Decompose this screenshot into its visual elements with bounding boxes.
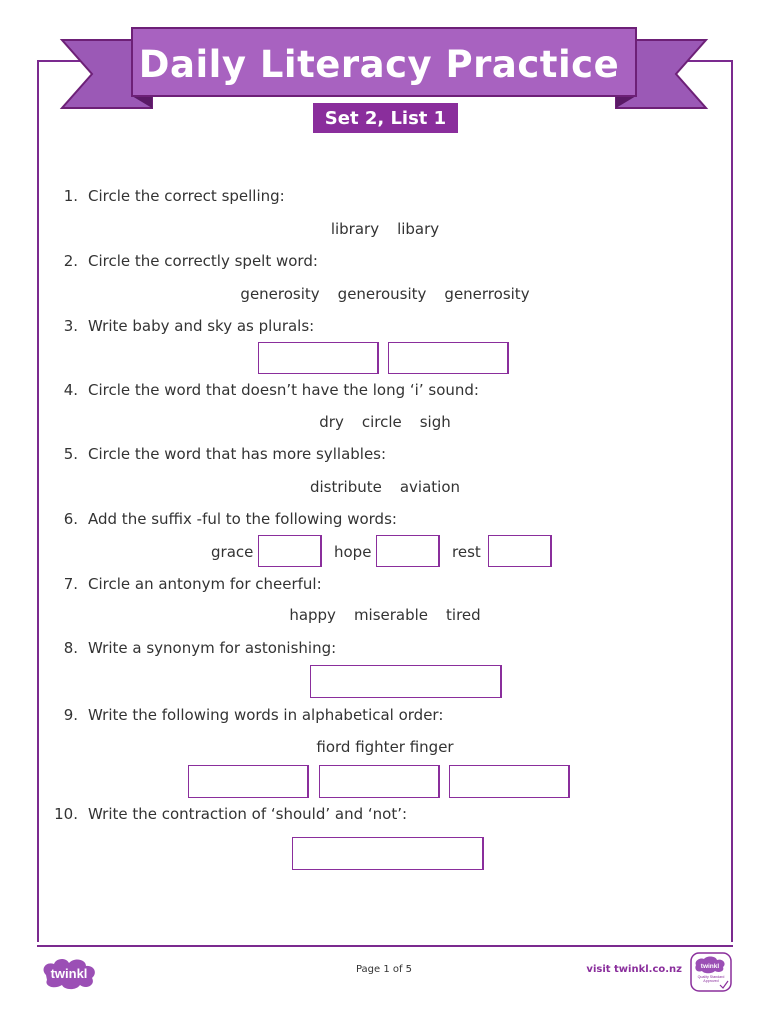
question-number: 9. <box>63 706 78 724</box>
question-3 <box>50 316 314 336</box>
question-text: Write a synonym for astonishing: <box>88 639 337 657</box>
option-word[interactable]: aviation <box>399 478 461 496</box>
quality-badge-icon <box>690 952 732 992</box>
answer-box[interactable] <box>488 535 552 567</box>
option-word[interactable]: sigh <box>419 413 451 431</box>
twinkl-logo-text: twinkl <box>50 966 88 981</box>
visit-link[interactable]: visit twinkl.co.nz <box>586 964 682 975</box>
answer-box[interactable] <box>188 765 309 798</box>
answer-box[interactable] <box>310 665 502 698</box>
question-number: 2. <box>63 252 78 270</box>
question-number: 6. <box>63 510 78 528</box>
question-text: Circle the word that doesn’t have the long ‘i’ sound: <box>88 381 479 399</box>
question-4 <box>50 380 479 400</box>
question-5-options <box>40 477 730 497</box>
twinkl-logo-icon[interactable] <box>38 955 100 991</box>
answer-box[interactable] <box>449 765 570 798</box>
option-word[interactable]: library <box>330 220 380 238</box>
option-word[interactable]: circle <box>361 413 402 431</box>
question-4-options <box>40 412 730 432</box>
option-word[interactable]: miserable <box>353 606 429 624</box>
question-10 <box>50 804 407 824</box>
question-9-word-list <box>40 737 730 757</box>
option-word[interactable]: generousity <box>337 285 427 303</box>
question-text: Circle the word that has more syllables: <box>88 445 387 463</box>
badge-brand: twinkl <box>700 963 720 970</box>
page-number: Page 1 of 5 <box>355 964 413 975</box>
page-title: Daily Literacy Practice <box>138 42 620 86</box>
question-5 <box>50 444 386 464</box>
option-word[interactable]: tired <box>446 606 481 624</box>
question-7-options <box>40 605 730 625</box>
question-text: Write the following words in alphabetical order: <box>88 706 444 724</box>
option-word[interactable]: libary <box>397 220 440 238</box>
question-number: 5. <box>63 445 78 463</box>
question-text: Circle the correct spelling: <box>88 187 285 205</box>
answer-box[interactable] <box>319 765 440 798</box>
answer-box[interactable] <box>376 535 440 567</box>
answer-box[interactable] <box>292 837 484 870</box>
question-number: 4. <box>63 381 78 399</box>
option-word[interactable]: happy <box>289 606 336 624</box>
word-list: fiord fighter finger <box>316 738 454 756</box>
option-word[interactable]: distribute <box>309 478 382 496</box>
option-word[interactable]: generosity <box>240 285 320 303</box>
option-word[interactable]: generrosity <box>444 285 530 303</box>
question-1 <box>50 186 285 206</box>
question-text: Circle the correctly spelt word: <box>88 252 318 270</box>
question-9 <box>50 705 443 725</box>
option-word[interactable]: dry <box>319 413 344 431</box>
question-7 <box>50 574 322 594</box>
question-number: 10. <box>54 805 78 823</box>
question-6 <box>50 509 397 529</box>
question-number: 8. <box>63 639 78 657</box>
question-8 <box>50 638 336 658</box>
question-text: Write the contraction of ‘should’ and ‘not’: <box>88 805 408 823</box>
suffix-word: hope <box>334 543 372 561</box>
question-text: Write baby and sky as plurals: <box>88 317 315 335</box>
suffix-word: grace <box>211 543 254 561</box>
question-text: Circle an antonym for cheerful: <box>88 575 322 593</box>
footer-divider <box>37 945 733 947</box>
question-2-options <box>40 284 730 304</box>
question-number: 1. <box>63 187 78 205</box>
badge-text: Quality Standard Approved <box>697 975 725 984</box>
page-subtitle: Set 2, List 1 <box>313 103 458 133</box>
question-1-options <box>40 219 730 239</box>
question-number: 7. <box>63 575 78 593</box>
question-text: Add the suffix -ful to the following words: <box>88 510 397 528</box>
answer-box[interactable] <box>388 342 509 374</box>
question-number: 3. <box>63 317 78 335</box>
question-2 <box>50 251 318 271</box>
answer-box[interactable] <box>258 342 379 374</box>
answer-box[interactable] <box>258 535 322 567</box>
suffix-word: rest <box>452 543 481 561</box>
